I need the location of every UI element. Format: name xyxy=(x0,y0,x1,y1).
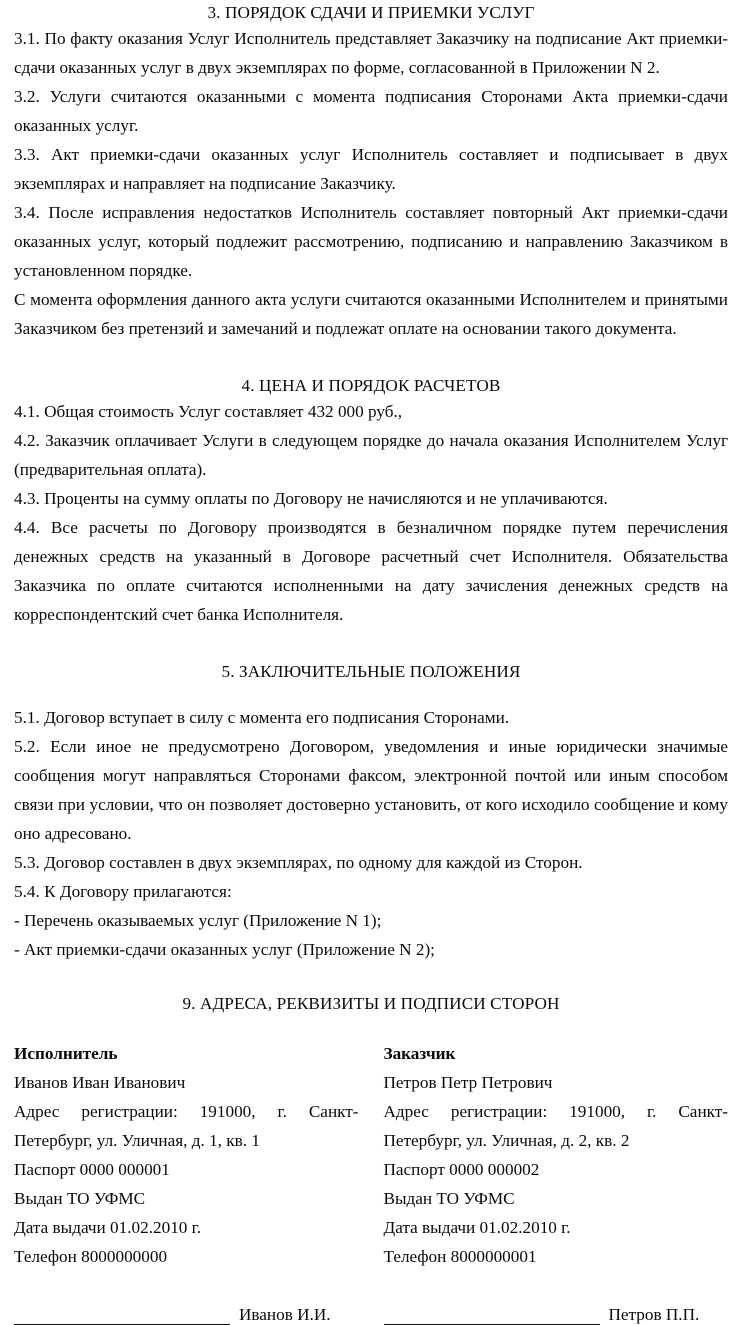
customer-issue-date: Дата выдачи 01.02.2010 г. xyxy=(383,1218,571,1237)
signature-row xyxy=(14,1305,728,1325)
customer-name: Петров Петр Петрович xyxy=(383,1073,553,1092)
clause-4-2: 4.2. Заказчик оплачивает Услуги в следующем порядке до начала оказания Исполнителем Услуг (предварительная оплата). xyxy=(14,431,728,479)
executor-phone: Телефон 8000000000 xyxy=(14,1247,168,1266)
customer-address: Адрес регистрации: 191000, г. Санкт-Петербург, ул. Уличная, д. 2, кв. 2 xyxy=(383,1102,728,1150)
clause-4-3: 4.3. Проценты на сумму оплаты по Договору не начисляются и не уплачиваются. xyxy=(14,489,608,508)
executor-issued-by: Выдан ТО УФМС xyxy=(14,1189,146,1208)
signature-name-executor: Иванов И.И. xyxy=(239,1305,331,1324)
clause-4-1: 4.1. Общая стоимость Услуг составляет 432 000 руб., xyxy=(14,402,403,421)
spacer xyxy=(14,683,728,703)
customer-phone: Телефон 8000000001 xyxy=(383,1247,537,1266)
customer-passport: Паспорт 0000 000002 xyxy=(383,1160,540,1179)
signature-name-customer: Петров П.П. xyxy=(608,1305,700,1324)
clause-5-1: 5.1. Договор вступает в силу с момента его подписания Сторонами. xyxy=(14,708,510,727)
clause-3-5: С момента оформления данного акта услуги считаются оказанными Исполнителем и принятыми Заказчиком без претензий и замечаний и подлежат оплате на основании такого документа. xyxy=(14,290,728,338)
executor-name: Иванов Иван Иванович xyxy=(14,1073,186,1092)
signature-block-customer xyxy=(384,1305,729,1325)
signature-block-executor xyxy=(14,1305,359,1325)
document-page xyxy=(0,1,750,1324)
clause-3-1: 3.1. По факту оказания Услуг Исполнитель представляет Заказчику на подписание Акт приемки-сдачи оказанных услуг в двух экземплярах по форме, согласованной в Приложении N 2. xyxy=(14,29,728,77)
section-heading-9: 9. АДРЕСА, РЕКВИЗИТЫ И ПОДПИСИ СТОРОН xyxy=(182,994,560,1013)
executor-address: Адрес регистрации: 191000, г. Санкт-Петербург, ул. Уличная, д. 1, кв. 1 xyxy=(14,1102,359,1150)
customer-issued-by: Выдан ТО УФМС xyxy=(383,1189,515,1208)
clause-5-2: 5.2. Если иное не предусмотрено Договором, уведомления и иные юридически значимые сообщения могут направляться Сторонами факсом, электронной почтой или иным способом связи при условии, что он позволяет достоверно установить, от кого исходило сообщение и кому оно адресовано. xyxy=(14,737,728,843)
party-block-executor xyxy=(14,1039,359,1271)
clause-3-2: 3.2. Услуги считаются оказанными с момента подписания Сторонами Акта приемки-сдачи оказанных услуг. xyxy=(14,87,728,135)
section-heading-4: 4. ЦЕНА И ПОРЯДОК РАСЧЕТОВ xyxy=(241,376,501,395)
executor-issue-date: Дата выдачи 01.02.2010 г. xyxy=(14,1218,202,1237)
section-heading-5: 5. ЗАКЛЮЧИТЕЛЬНЫЕ ПОЛОЖЕНИЯ xyxy=(221,662,521,681)
attachment-item-2: - Акт приемки-сдачи оказанных услуг (Приложение N 2); xyxy=(14,940,435,959)
party-block-customer xyxy=(384,1039,729,1271)
clause-5-3: 5.3. Договор составлен в двух экземплярах, по одному для каждой из Сторон. xyxy=(14,853,583,872)
requisites-columns xyxy=(14,1039,728,1271)
clause-3-3: 3.3. Акт приемки-сдачи оказанных услуг Исполнитель составляет и подписывает в двух экземплярах и направляет на подписание Заказчику. xyxy=(14,145,728,193)
signature-line-executor xyxy=(14,1307,230,1325)
attachment-item-1: - Перечень оказываемых услуг (Приложение N 1); xyxy=(14,911,382,930)
clause-3-4: 3.4. После исправления недостатков Исполнитель составляет повторный Акт приемки-сдачи оказанных услуг, который подлежит рассмотрению, подписанию и направлению Заказчиком в установленном порядке. xyxy=(14,203,728,280)
customer-role: Заказчик xyxy=(383,1044,456,1063)
clause-4-4: 4.4. Все расчеты по Договору производятся в безналичном порядке путем перечисления денежных средств на указанный в Договоре расчетный счет Исполнителя. Обязательства Заказчика по оплате считаются исполненными на дату зачисления денежных средств на корреспондентский счет банка Исполнителя. xyxy=(14,518,728,624)
executor-passport: Паспорт 0000 000001 xyxy=(14,1160,170,1179)
section-heading-3: 3. ПОРЯДОК СДАЧИ И ПРИЕМКИ УСЛУГ xyxy=(207,3,535,22)
executor-role: Исполнитель xyxy=(14,1044,118,1063)
clause-5-4: 5.4. К Договору прилагаются: xyxy=(14,882,232,901)
signature-line-customer xyxy=(384,1307,600,1325)
